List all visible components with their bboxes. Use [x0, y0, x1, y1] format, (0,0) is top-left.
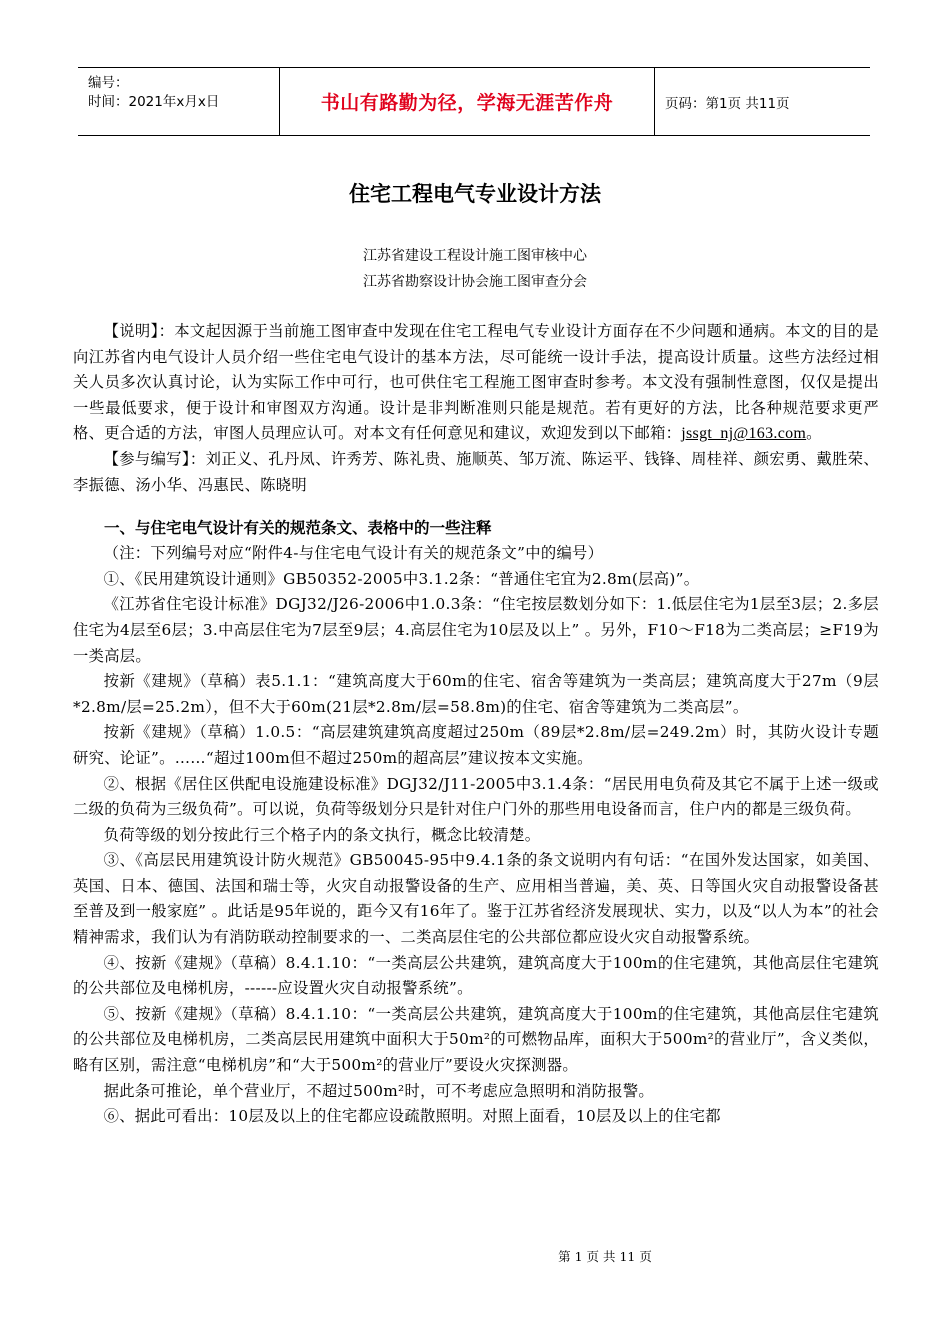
body-paragraph: ①、《民用建筑设计通则》GB50352-2005中3.1.2条：“普通住宅宜为2.8m(层高)”。 [103, 569, 700, 588]
body-paragraph: 按新《建规》（草稿）1.0.5：“高层建筑建筑高度超过250m（89层*2.8m/层=249.2m）时，其防火设计专题研究、论证”。……“超过100m但不超过250m的超高层”建议按本文实施。 [73, 723, 879, 767]
header-page-info: 页码：第1页 共11页 [665, 95, 790, 112]
body-paragraph: 按新《建规》（草稿）表5.1.1：“建筑高度大于60m的住宅、宿舍等建筑为一类高层；建筑高度大于27m（9层*2.8m/层=25.2m），但不大于60m(21层*2.8m/层=58.8m)的住宅、宿舍等建筑为二类高层”。 [73, 672, 879, 716]
org-line-2: 江苏省勘察设计协会施工图审查分会 [363, 274, 587, 290]
body-paragraph: ④、按新《建规》（草稿）8.4.1.10：“一类高层公共建筑，建筑高度大于100m的住宅建筑，其他高层住宅建筑的公共部位及电梯机房，------应设置火灾自动报警系统”。 [73, 953, 879, 998]
email-link[interactable]: jssgt_nj@163.com [681, 425, 807, 443]
document-body [73, 319, 879, 1130]
body-paragraph: 《江苏省住宅设计标准》DGJ32/J26-2006中1.0.3条：“住宅按层数划分如下：1.低层住宅为1层至3层；2.多层住宅为4层至6层；3.中高层住宅为7层至9层；4.高层住宅为10层及以上” 。另外，F10～F18为二类高层；≥F19为一类高层。 [73, 595, 879, 665]
body-paragraph: ③、《高层民用建筑设计防火规范》GB50045-95中9.4.1条的条文说明内有句话：“在国外发达国家，如美国、英国、日本、德国、法国和瑞士等，火灾自动报警设备的生产、应用相当普遍，美、英、日等国火灾自动报警设备甚至普及到一般家庭” 。此话是95年说的，距今又有16年了。鉴于江苏省经济发展现状、实力，以及“以人为本”的社会精神需求，我们认为有消防联动控制要求的一、二类高层住宅的公共部位都应设火灾自动报警系统。 [73, 851, 879, 947]
body-paragraph: 据此条可推论，单个营业厅，不超过500m²时，可不考虑应急照明和消防报警。 [103, 1081, 655, 1100]
intro-paragraph [73, 319, 879, 447]
body-paragraph: 负荷等级的划分按此行三个格子内的条文执行，概念比较清楚。 [103, 825, 541, 844]
header-motto: 书山有路勤为径，学海无涯苦作舟 [280, 68, 655, 135]
body-paragraph: ⑥、据此可看出：10层及以上的住宅都应设疏散照明。对照上面看，10层及以上的住宅都 [103, 1107, 721, 1126]
footer-page-number: 第 1 页 共 11 页 [558, 1249, 652, 1264]
document-title: 住宅工程电气专业设计方法 [349, 182, 601, 206]
contributors-paragraph: 【参与编写】：刘正义、孔丹凤、许秀芳、陈礼贵、施顺英、邹万流、陈运平、钱锋、周桂祥、颜宏勇、戴胜荣、李振德、汤小华、冯惠民、陈晓明 [73, 449, 879, 494]
section-heading: 一、与住宅电气设计有关的规范条文、表格中的一些注释 [104, 519, 492, 538]
org-line-1: 江苏省建设工程设计施工图审核中心 [363, 248, 587, 264]
document-header-table [78, 67, 870, 136]
intro-end: 。 [806, 424, 822, 443]
time-label: 时间：2021年x月x日 [88, 94, 220, 110]
body-paragraph: ⑤、按新《建规》（草稿）8.4.1.10：“一类高层公共建筑，建筑高度大于100m的住宅建筑，其他高层住宅建筑的公共部位及电梯机房，二类高层民用建筑中面积大于50m²的可燃物品库，面积大于500m²的营业厅”，含义类似，略有区别，需注意“电梯机房”和“大于500m²的营业厅”要设火灾探测器。 [73, 1004, 879, 1075]
page-footer [0, 1247, 950, 1265]
intro-text: 【说明】：本文起因源于当前施工图审查中发现在住宅工程电气专业设计方面存在不少问题和通病。本文的目的是向江苏省内电气设计人员介绍一些住宅电气设计的基本方法，尽可能统一设计手法，提高设计质量。这些方法经过相关人员多次认真讨论，认为实际工作中可行，也可供住宅工程施工图审查时参考。本文没有强制性意图，仅仅是提出一些最低要求，便于设计和审图双方沟通。设计是非判断准则只能是规范。若有更好的方法，比各种规范要求更严格、更合适的方法，审图人员理应认可。对本文有任何意见和建议，欢迎发到以下邮箱： [73, 322, 879, 443]
body-paragraph: ②、根据《居住区供配电设施建设标准》DGJ32/J11-2005中3.1.4条：“居民用电负荷及其它不属于上述一级或二级的负荷为三级负荷”。可以说，负荷等级划分只是针对住户门外的那些用电设备而言，住户内的都是三级负荷。 [73, 774, 879, 819]
number-label: 编号： [88, 75, 129, 91]
body-paragraph: （注：下列编号对应“附件4-与住宅电气设计有关的规范条文”中的编号） [103, 544, 604, 563]
header-meta-cell [78, 68, 280, 135]
